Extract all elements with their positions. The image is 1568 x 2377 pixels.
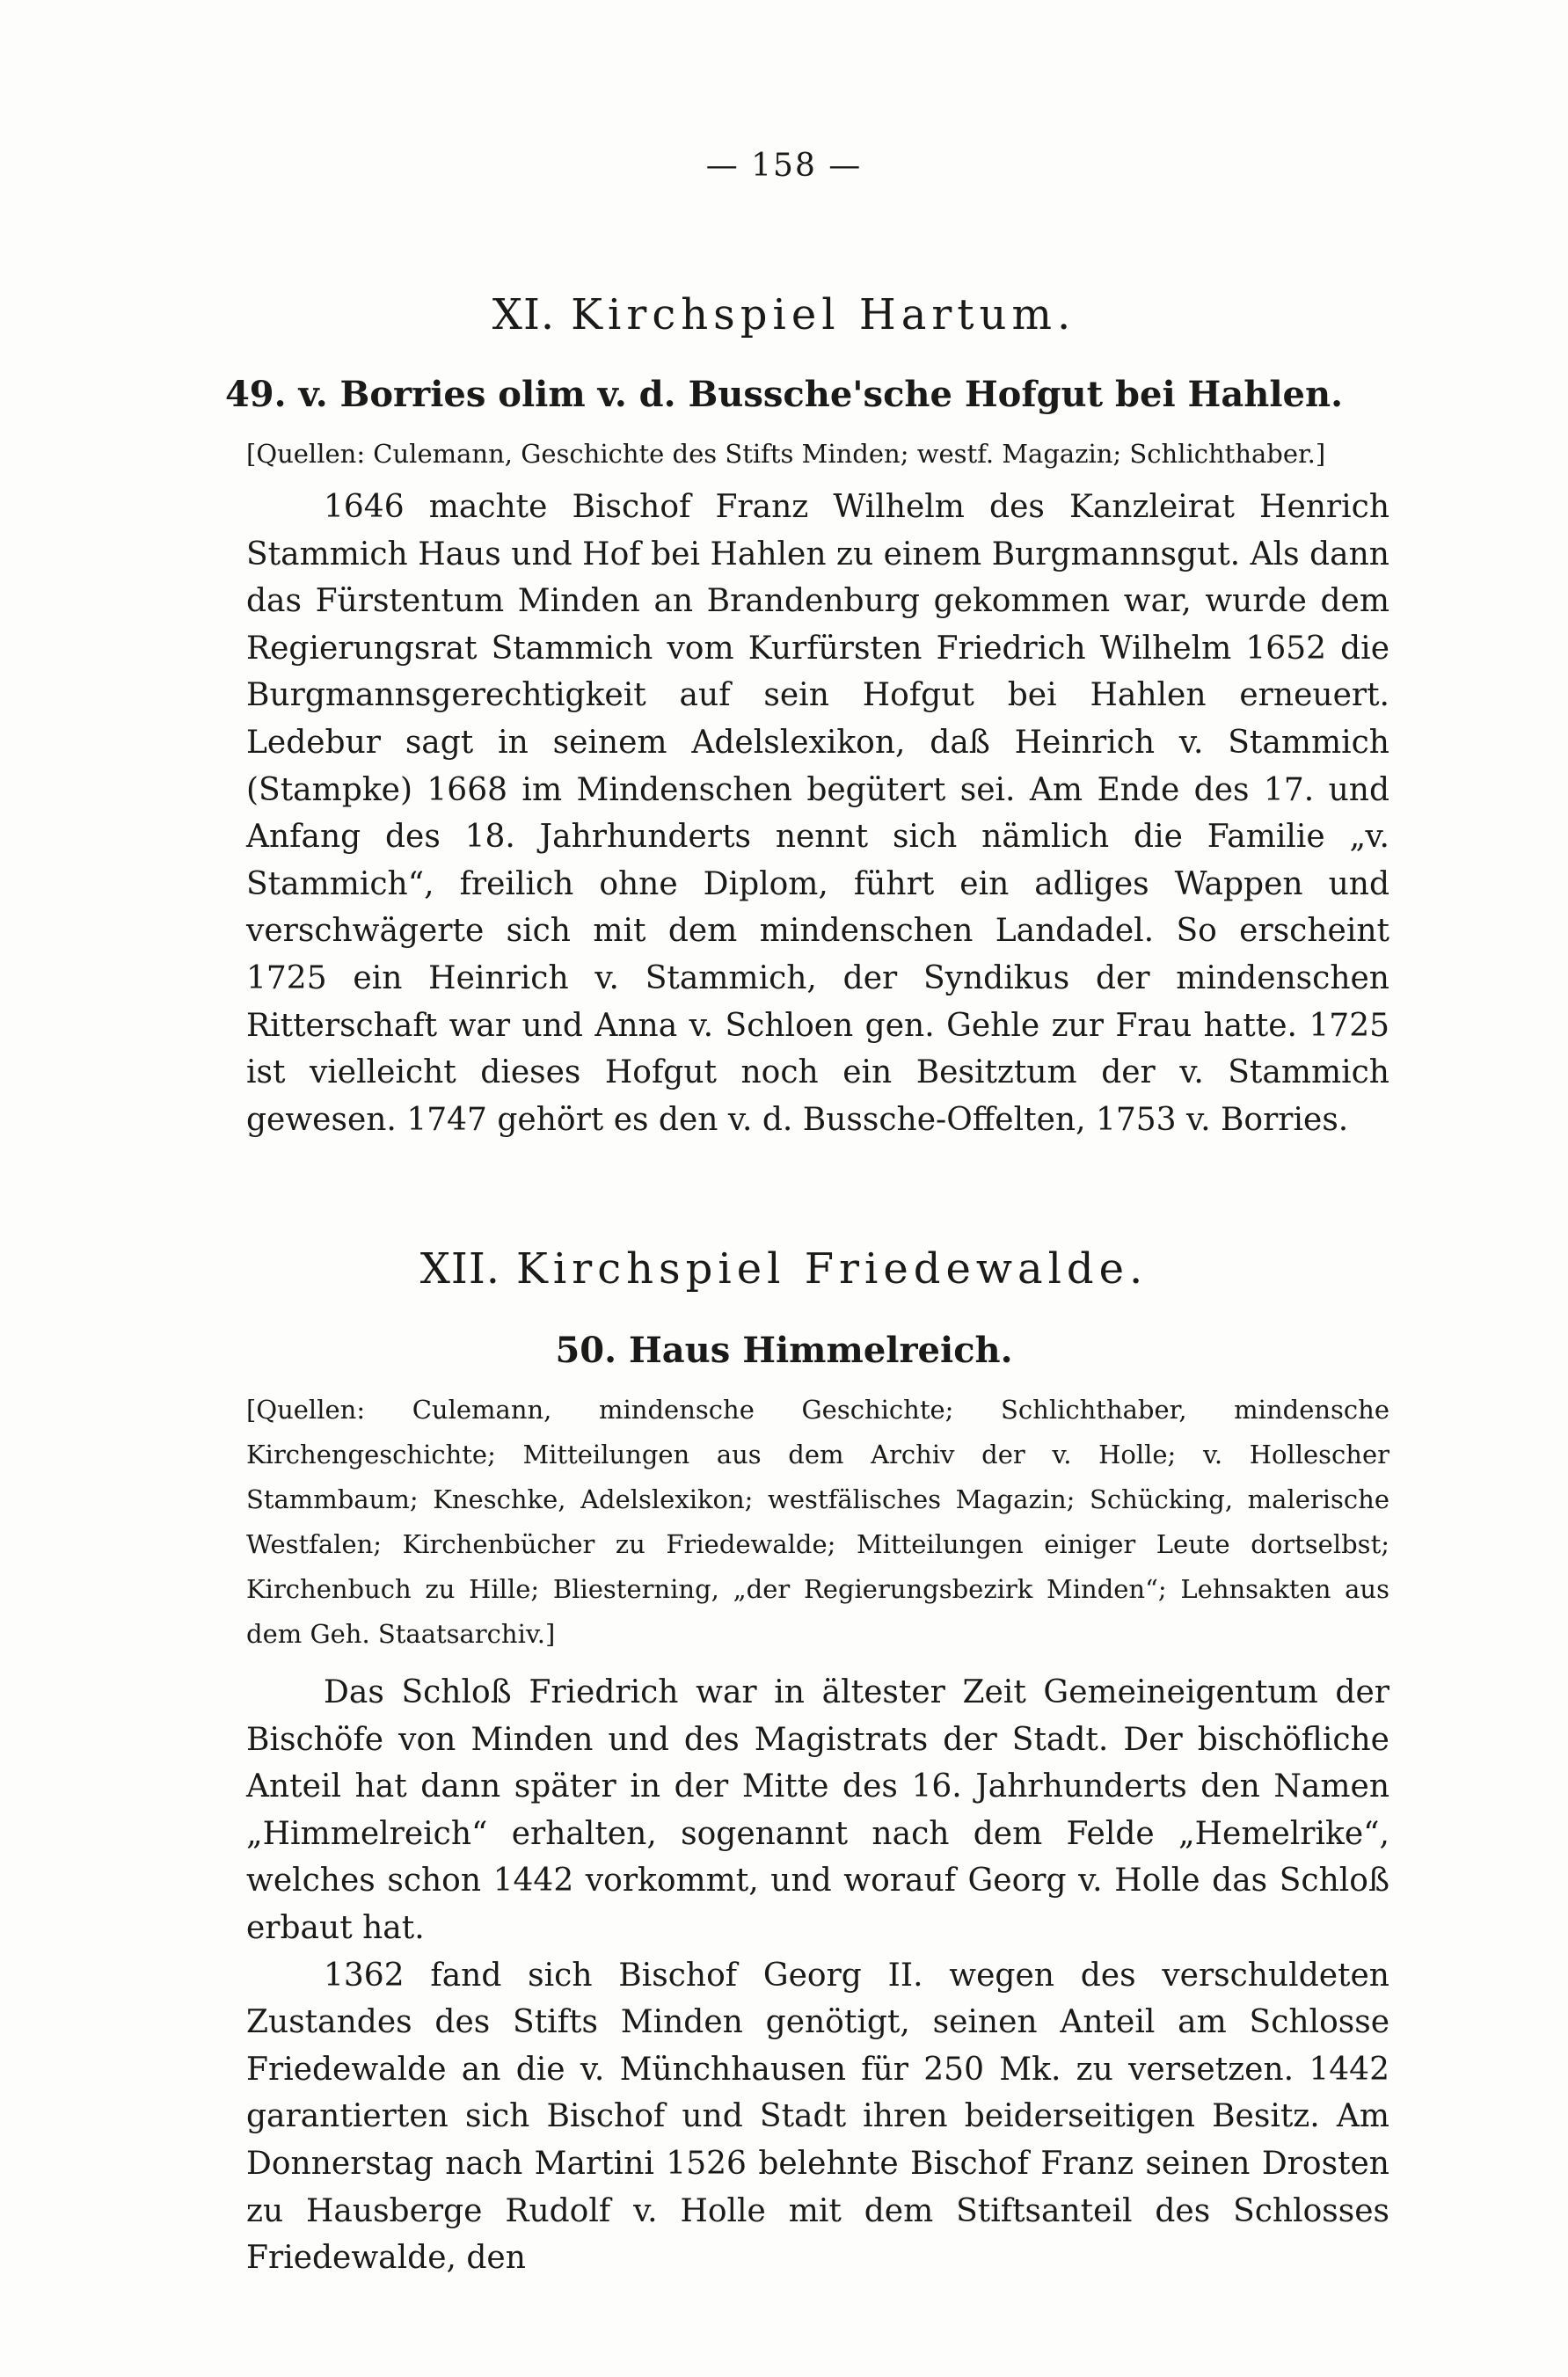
entry-heading-49: 49. v. Borries olim v. d. Bussche'sche Hofgut bei Hahlen. xyxy=(224,374,1344,415)
entry-49-paragraph: 1646 machte Bischof Franz Wilhelm des Kanzleirat Henrich Stammich Haus und Hof bei Hahlen zu einem Burgmannsgut. Als dann das Fürstentum Minden an Brandenburg gekommen war, wurde dem Regierungsrat Stammich vom Kurfürsten Friedrich Wilhelm 1652 die Burgmannsgerechtigkeit auf sein Hofgut bei Hahlen erneuert. Ledebur sagt in seinem Adelslexikon, daß Heinrich v. Stammich (Stampke) 1668 im Mindenschen begütert sei. Am Ende des 17. und Anfang des 18. Jahrhunderts nennt sich nämlich die Familie „v. Stammich“, freilich ohne Diplom, führt ein adliges Wappen und verschwägerte sich mit dem mindenschen Landadel. So erscheint 1725 ein Heinrich v. Stammich, der Syndikus der mindenschen Ritterschaft war und Anna v. Schloen gen. Gehle zur Frau hatte. 1725 ist vielleicht dieses Hofgut noch ein Besitztum der v. Stammich gewesen. 1747 gehört es den v. d. Bussche-Offelten, 1753 v. Borries. xyxy=(246,489,1389,1138)
section-title: Kirchspiel Friedewalde. xyxy=(516,1244,1149,1294)
entry-50-body xyxy=(246,1388,1389,2282)
section-roman-numeral: XI. xyxy=(492,290,556,339)
section-title: Kirchspiel Hartum. xyxy=(571,290,1076,339)
page-number: — 158 — xyxy=(705,148,863,184)
section-roman-numeral: XII. xyxy=(419,1244,501,1294)
entry-50-paragraph-1: Das Schloß Friedrich war in ältester Zeit Gemeineigentum der Bischöfe von Minden und des Magistrats der Stadt. Der bischöfliche Anteil hat dann später in der Mitte des 16. Jahrhunderts den Namen „Himmelreich“ erhalten, sogenannt nach dem Felde „Hemelrike“, welches schon 1442 vorkommt, und worauf Georg v. Holle das Schloß erbaut hat. xyxy=(246,1674,1389,1946)
section-heading-xi xyxy=(0,290,1568,339)
section-heading-xii xyxy=(0,1244,1568,1294)
entry-49-sources: [Quellen: Culemann, Geschichte des Stifts Minden; westf. Magazin; Schlichthaber.] xyxy=(246,439,1326,469)
entry-heading-50: 50. Haus Himmelreich. xyxy=(555,1330,1013,1371)
entry-50-paragraph-2: 1362 fand sich Bischof Georg II. wegen des verschuldeten Zustandes des Stifts Minden genötigt, seinen Anteil am Schlosse Friedewalde an die v. Münchhausen für 250 Mk. zu versetzen. 1442 garantierten sich Bischof und Stadt ihren beiderseitigen Besitz. Am Donnerstag nach Martini 1526 belehnte Bischof Franz seinen Drosten zu Hausberge Rudolf v. Holle mit dem Stiftsanteil des Schlosses Friedewalde, den xyxy=(246,1957,1389,2277)
entry-49-body xyxy=(246,432,1389,1143)
entry-50-sources: [Quellen: Culemann, mindensche Geschichte; Schlichthaber, mindensche Kirchengeschichte; Mitteilungen aus dem Archiv der v. Holle; v. Hollescher Stammbaum; Kneschke, Adelslexikon; westfälisches Magazin; Schücking, malerische Westfalen; Kirchenbücher zu Friedewalde; Mitteilungen einiger Leute dortselbst; Kirchenbuch zu Hille; Bliesterning, „der Regierungsbezirk Minden“; Lehnsakten aus dem Geh. Staatsarchiv.] xyxy=(246,1395,1389,1649)
